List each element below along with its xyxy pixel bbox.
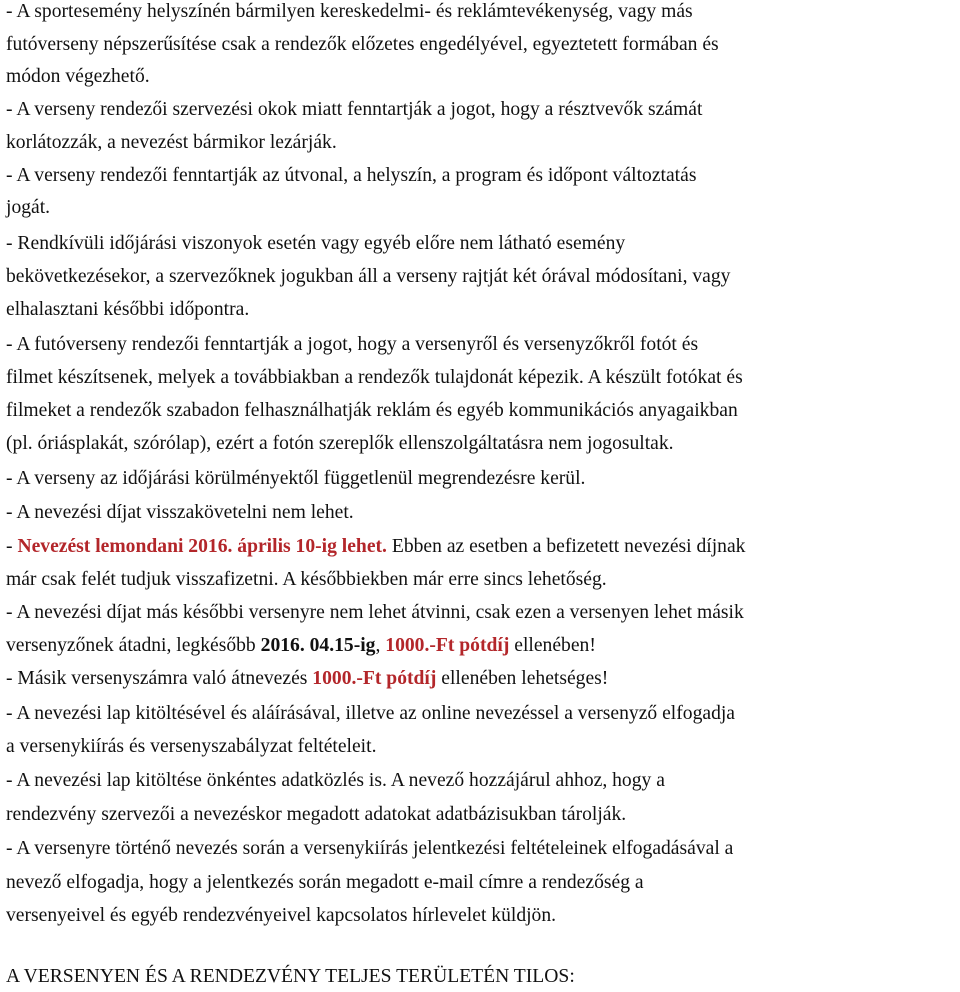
text-line: jogát.: [6, 197, 51, 218]
text-line: - A nevezési lap kitöltése önkéntes adatközlés is. A nevező hozzájárul ahhoz, hogy a: [6, 770, 665, 791]
text-line: - A nevezési lap kitöltésével és aláírásával, illetve az online nevezéssel a versenyző elfogadja: [6, 703, 736, 724]
text-line: - A verseny rendezői fenntartják az útvonal, a helyszín, a program és időpont változtatás: [6, 165, 697, 186]
text-line: filmet készítsenek, melyek a továbbiakban a rendezők tulajdonát képezik. A készült fotókat és: [6, 367, 743, 388]
text-line: már csak felét tudjuk visszafizetni. A későbbiekben már erre sincs lehetőség.: [6, 569, 607, 590]
text-line: korlátozzák, a nevezést bármikor lezárják.: [6, 132, 337, 153]
text-line: filmeket a rendezők szabadon felhasználhatják reklám és egyéb kommunikációs anyagaikban: [6, 400, 738, 421]
text-line: a versenykiírás és versenyszabályzat feltételeit.: [6, 736, 377, 757]
text-span: ellenében lehetséges!: [436, 668, 609, 689]
text-line: versenyeivel és egyéb rendezvényeivel kapcsolatos hírlevelet küldjön.: [6, 905, 557, 926]
text-span: - Másik versenyszámra való átnevezés: [6, 668, 313, 689]
cancellation-deadline: Nevezést lemondani 2016. április 10-ig lehet.: [17, 536, 387, 557]
transfer-deadline: 2016. 04.15-ig: [260, 635, 376, 656]
text-line: elhalasztani későbbi időpontra.: [6, 299, 250, 320]
text-line: nevező elfogadja, hogy a jelentkezés során megadott e-mail címre a rendezőség a: [6, 872, 644, 893]
text-line-transfer: [6, 636, 596, 656]
text-line-cancellation: [6, 537, 745, 557]
text-line: - A versenyre történő nevezés során a versenykiírás jelentkezési feltételeinek elfogadásával a: [6, 838, 734, 859]
text-line: - A nevezési díjat más későbbi versenyre nem lehet átvinni, csak ezen a versenyen lehet másik: [6, 602, 744, 623]
text-span: -: [6, 536, 18, 557]
text-line: - A nevezési díjat visszakövetelni nem lehet.: [6, 502, 354, 523]
text-line: - Rendkívüli időjárási viszonyok esetén vagy egyéb előre nem látható esemény: [6, 233, 626, 254]
section-heading: A VERSENYEN ÉS A RENDEZVÉNY TELJES TERÜLETÉN TILOS:: [6, 966, 575, 987]
text-line: - A verseny az időjárási körülményektől függetlenül megrendezésre kerül.: [6, 468, 586, 489]
rename-fee: 1000.-Ft pótdíj: [312, 668, 437, 689]
text-span: ellenében!: [509, 635, 596, 656]
text-line: bekövetkezésekor, a szervezőknek jogukban áll a verseny rajtját két órával módosítani, vagy: [6, 266, 731, 287]
text-line: - A futóverseny rendezői fenntartják a jogot, hogy a versenyről és versenyzőkről fotót és: [6, 334, 699, 355]
text-line: - A verseny rendezői szervezési okok miatt fenntartják a jogot, hogy a résztvevők számát: [6, 99, 703, 120]
text-span: ,: [375, 635, 386, 656]
text-line: rendezvény szervezői a nevezéskor megadott adatokat adatbázisukban tárolják.: [6, 804, 627, 825]
text-span: Ebben az esetben a befizetett nevezési díjnak: [386, 536, 746, 557]
text-span: versenyzőnek átadni, legkésőbb: [6, 635, 261, 656]
text-line: módon végezhető.: [6, 66, 150, 87]
text-line: (pl. óriásplakát, szórólap), ezért a fotón szereplők ellenszolgáltatásra nem jogosultak.: [6, 433, 674, 454]
text-line-rename: [6, 669, 608, 689]
transfer-fee: 1000.-Ft pótdíj: [385, 635, 510, 656]
text-line: futóverseny népszerűsítése csak a rendezők előzetes engedélyével, egyeztetett formában és: [6, 34, 719, 55]
text-line: - A sportesemény helyszínén bármilyen kereskedelmi- és reklámtevékenység, vagy más: [6, 1, 693, 22]
